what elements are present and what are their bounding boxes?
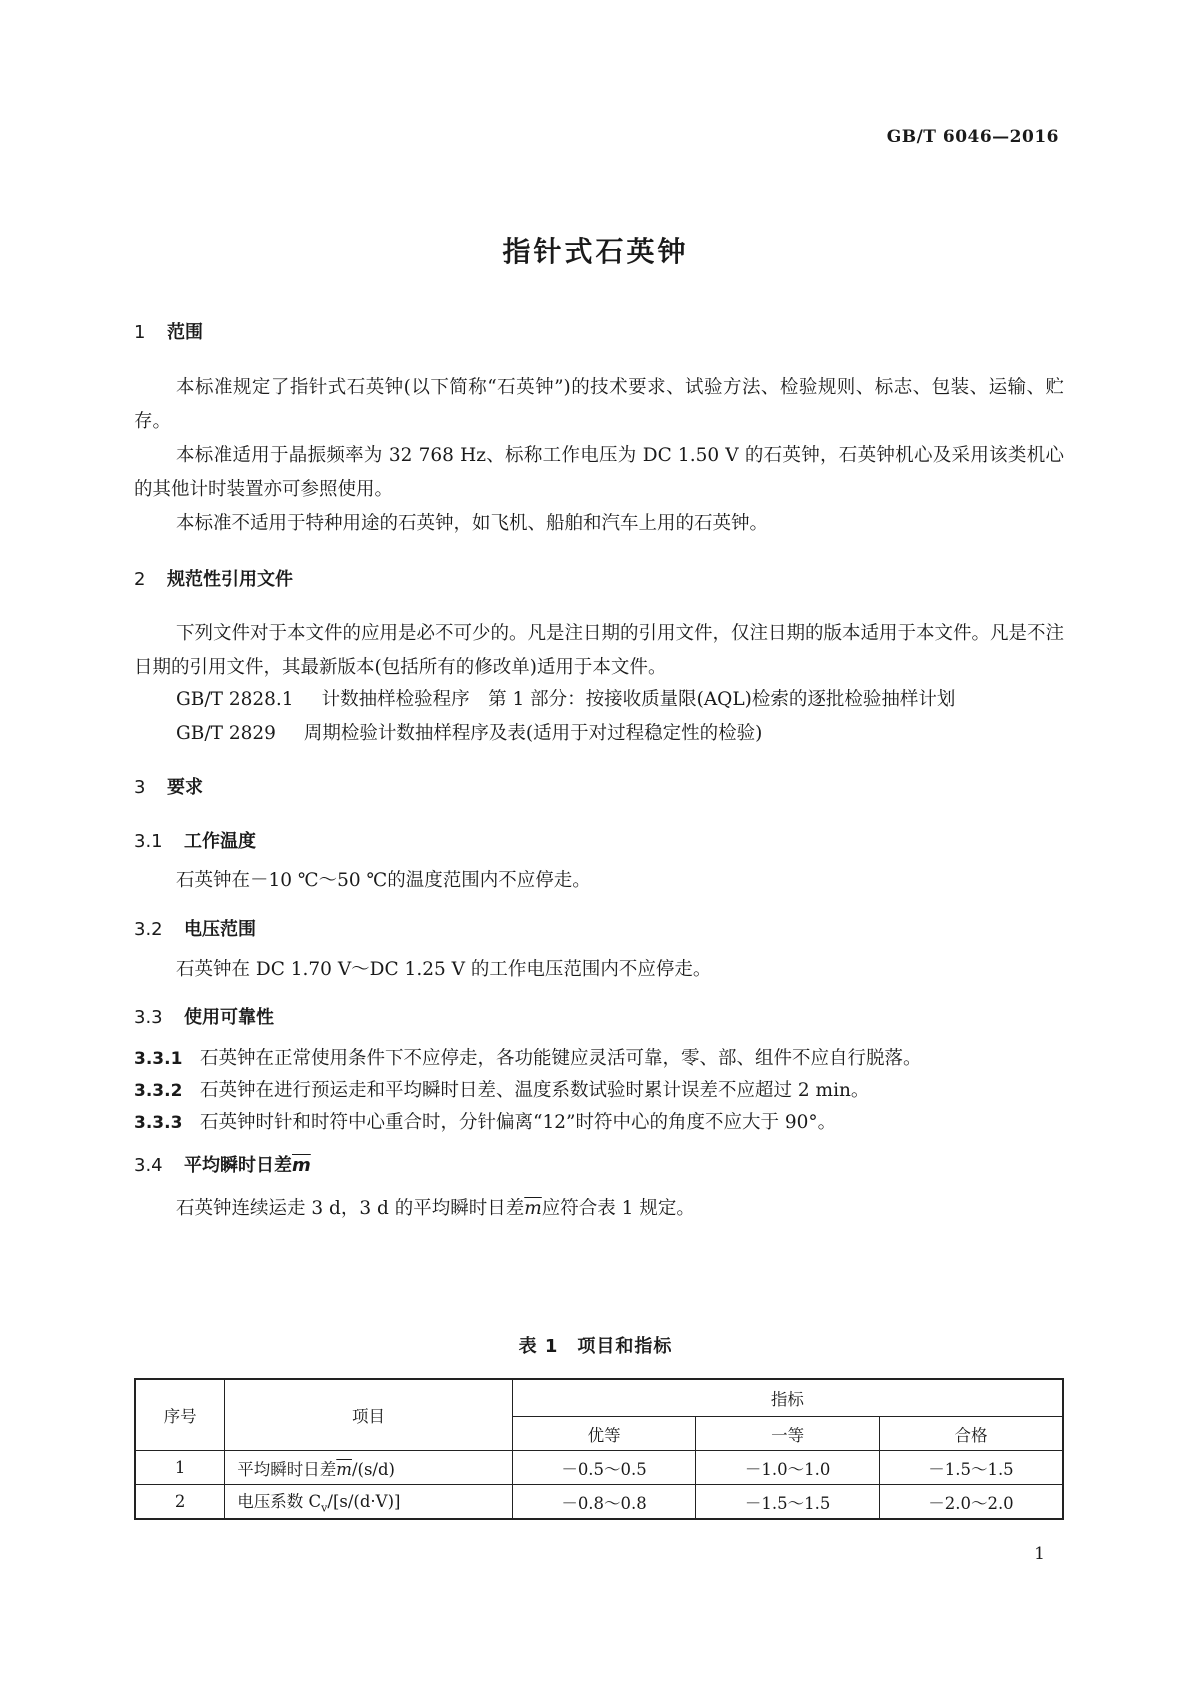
cell-item bbox=[225, 1451, 512, 1485]
paragraph: 本标准规定了指针式石英钟(以下简称“石英钟”)的技术要求、试验方法、检验规则、标志、包装、运输、贮存。 bbox=[134, 377, 1064, 432]
reference-code: GB/T 2829 bbox=[176, 723, 276, 744]
paragraph: 石英钟在 DC 1.70 V～DC 1.25 V 的工作电压范围内不应停走。 bbox=[176, 959, 712, 980]
cell-item-text: 平均瞬时日差 bbox=[237, 1459, 337, 1479]
spec-table bbox=[134, 1378, 1064, 1520]
section-title: 使用可靠性 bbox=[184, 1007, 274, 1028]
clause-number: 3.3.2 bbox=[134, 1081, 183, 1101]
header-cell-grade: 一等 bbox=[696, 1417, 880, 1451]
header-cell-index: 指标 bbox=[512, 1379, 1063, 1417]
paragraph-text: 应符合表 1 规定。 bbox=[541, 1198, 695, 1219]
cell-item bbox=[225, 1485, 512, 1520]
clause-text: 石英钟时针和时符中心重合时，分针偏离“12”时符中心的角度不应大于 90°。 bbox=[200, 1112, 837, 1133]
clause-text: 石英钟在正常使用条件下不应停走，各功能键应灵活可靠，零、部、组件不应自行脱落。 bbox=[200, 1048, 922, 1069]
header-cell-no: 序号 bbox=[135, 1379, 225, 1451]
section-number: 3.1 bbox=[134, 831, 163, 852]
cell-value: －1.5～1.5 bbox=[696, 1485, 880, 1520]
paragraph: 本标准适用于晶振频率为 32 768 Hz、标称工作电压为 DC 1.50 V 的石英钟，石英钟机心及采用该类机心的其他计时装置亦可参照使用。 bbox=[134, 445, 1064, 500]
reference-item bbox=[176, 685, 955, 711]
section-number: 1 bbox=[134, 322, 146, 343]
paragraph-text: 石英钟连续运走 3 d，3 d 的平均瞬时日差 bbox=[176, 1198, 525, 1219]
section-title: 工作温度 bbox=[184, 831, 256, 852]
subsection-3-3-heading bbox=[134, 1003, 274, 1029]
cell-value: －1.0～1.0 bbox=[696, 1451, 880, 1485]
section-title: 要求 bbox=[167, 777, 203, 798]
reference-title: 计数抽样检验程序 第 1 部分：按接收质量限(AQL)检索的逐批检验抽样计划 bbox=[321, 689, 956, 710]
clause-item bbox=[134, 1044, 922, 1070]
table-row bbox=[135, 1485, 1063, 1520]
section-2-heading bbox=[134, 565, 293, 591]
header-cell-item: 项目 bbox=[225, 1379, 512, 1451]
cell-value: －2.0～2.0 bbox=[879, 1485, 1063, 1520]
paragraph bbox=[176, 1194, 695, 1220]
cell-value: －1.5～1.5 bbox=[879, 1451, 1063, 1485]
document-title: 指针式石英钟 bbox=[502, 235, 689, 268]
cell-value: －0.8～0.8 bbox=[512, 1485, 696, 1520]
section-title: 电压范围 bbox=[184, 919, 256, 940]
paragraph: 石英钟在－10 ℃～50 ℃的温度范围内不应停走。 bbox=[176, 870, 591, 891]
section-number: 3.4 bbox=[134, 1155, 163, 1176]
table-caption: 表 1 项目和指标 bbox=[518, 1336, 673, 1357]
section-number: 2 bbox=[134, 569, 146, 590]
math-symbol: $\overline{m}$ bbox=[292, 1155, 311, 1176]
clause-text: 石英钟在进行预运走和平均瞬时日差、温度系数试验时累计误差不应超过 2 min。 bbox=[200, 1080, 870, 1101]
cell-value: －0.5～0.5 bbox=[512, 1451, 696, 1485]
table-row bbox=[135, 1451, 1063, 1485]
table-header-row bbox=[135, 1379, 1063, 1417]
subsection-3-4-heading bbox=[134, 1151, 311, 1177]
math-symbol: $\overline{m}$ bbox=[524, 1198, 542, 1219]
section-3-heading bbox=[134, 773, 203, 799]
cell-no: 1 bbox=[135, 1451, 225, 1485]
section-number: 3.3 bbox=[134, 1007, 163, 1028]
clause-item bbox=[134, 1076, 869, 1102]
reference-item bbox=[176, 719, 762, 745]
standard-number: GB/T 6046—2016 bbox=[886, 127, 1059, 147]
section-title: 平均瞬时日差 bbox=[184, 1155, 292, 1176]
section-number: 3.2 bbox=[134, 919, 163, 940]
section-title: 规范性引用文件 bbox=[167, 569, 293, 590]
header-cell-grade: 优等 bbox=[512, 1417, 696, 1451]
cell-item-unit: /(s/d) bbox=[351, 1459, 395, 1479]
cell-no: 2 bbox=[135, 1485, 225, 1520]
subsection-3-1-heading bbox=[134, 827, 256, 853]
clause-number: 3.3.1 bbox=[134, 1049, 183, 1069]
cell-item-unit: /[s/(d·V)] bbox=[327, 1492, 401, 1512]
cell-item-text: 电压系数 C bbox=[237, 1492, 322, 1512]
page-number: 1 bbox=[1034, 1544, 1045, 1564]
reference-code: GB/T 2828.1 bbox=[176, 689, 294, 710]
paragraph: 下列文件对于本文件的应用是必不可少的。凡是注日期的引用文件，仅注日期的版本适用于本文件。凡是不注日期的引用文件，其最新版本(包括所有的修改单)适用于本文件。 bbox=[134, 623, 1065, 678]
header-cell-grade: 合格 bbox=[879, 1417, 1063, 1451]
clause-item bbox=[134, 1108, 836, 1134]
math-symbol: $\overline{m}$ bbox=[336, 1459, 352, 1479]
subscript: v bbox=[321, 1501, 328, 1515]
subsection-3-2-heading bbox=[134, 915, 256, 941]
section-number: 3 bbox=[134, 777, 146, 798]
section-1-heading bbox=[134, 318, 203, 344]
reference-title: 周期检验计数抽样程序及表(适用于对过程稳定性的检验) bbox=[303, 723, 763, 744]
paragraph: 本标准不适用于特种用途的石英钟，如飞机、船舶和汽车上用的石英钟。 bbox=[176, 513, 769, 534]
clause-number: 3.3.3 bbox=[134, 1113, 183, 1133]
section-title: 范围 bbox=[167, 322, 203, 343]
